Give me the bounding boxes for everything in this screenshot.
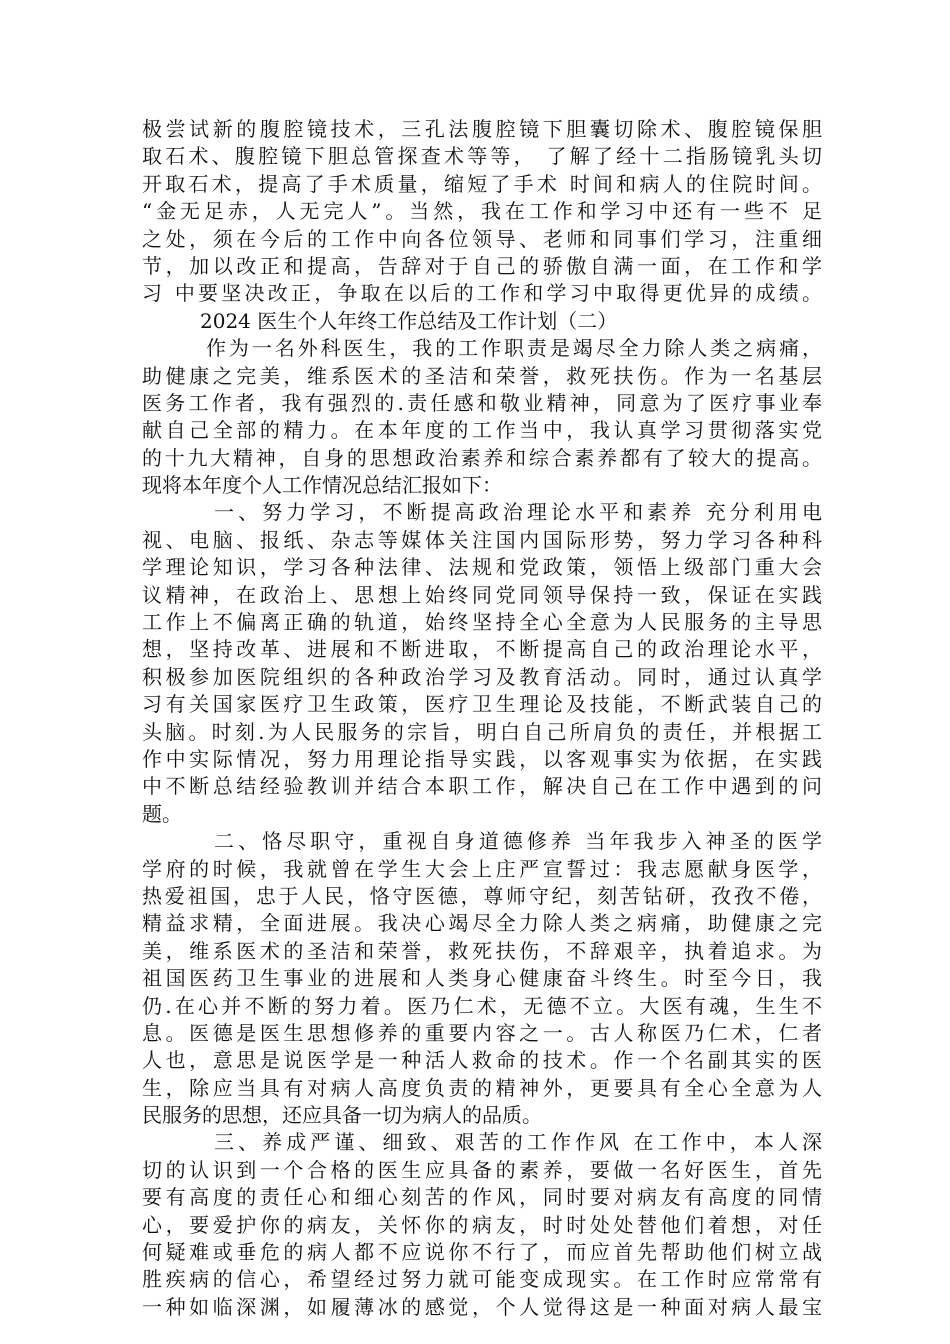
paragraph-section-1 xyxy=(142,499,822,828)
text-line: 的十九大精神，自身的思想政治素养和综合素养都有了较大的提高。 xyxy=(142,445,822,470)
text-line: 习 中要坚决改正，争取在以后的工作和学习中取得更优异的成绩。 xyxy=(142,281,822,306)
text-line: 之处，须在今后的工作中向各位领导、老师和同事们学习，注重细 xyxy=(142,226,822,251)
text-line: 仍.在心并不断的努力着。医乃仁术，无德不立。大医有魂，生生不 xyxy=(142,993,822,1018)
text-line: 现将本年度个人工作情况总结汇报如下： xyxy=(142,473,502,498)
paragraph-continuation xyxy=(142,116,822,308)
text-line: 热爱祖国，忠于人民，恪守医德，尊师守纪，刻苦钻研，孜孜不倦， xyxy=(142,883,822,908)
text-line: 议精神，在政治上、思想上始终同党同领导保持一致，保证在实践 xyxy=(142,582,822,607)
text-line: 作为一名外科医生，我的工作职责是竭尽全力除人类之病痛， xyxy=(206,336,822,361)
text-line: 精益求精，全面进展。我决心竭尽全力除人类之病痛，助健康之完 xyxy=(142,911,822,936)
section-heading xyxy=(142,308,822,335)
text-line: 学府的时候，我就曾在学生大会上庄严宣誓过：我志愿献身医学， xyxy=(142,856,822,881)
text-line: 头脑。时刻.为人民服务的宗旨，明白自己所肩负的责任，并根据工 xyxy=(142,719,822,744)
text-line: 积极参加医院组织的各种政治学习及教育活动。同时，通过认真学 xyxy=(142,664,822,689)
text-line: 民服务的思想，还应具备一切为病人的品质。 xyxy=(142,1103,542,1128)
text-line: 中不断总结经验教训并结合本职工作，解决自己在工作中遇到的问 xyxy=(142,774,822,799)
text-line: 学理论知识，学习各种法律、法规和党政策，领悟上级部门重大会 xyxy=(142,555,822,580)
paragraph-section-2 xyxy=(142,828,822,1129)
text-line: 心，要爱护你的病友，关怀你的病友，时时处处替他们着想，对任 xyxy=(142,1212,822,1237)
text-line: 作中实际情况，努力用理论指导实践，以客观事实为依据，在实践 xyxy=(142,746,822,771)
text-line: 人也，意思是说医学是一种活人救命的技术。作一个名副其实的医 xyxy=(142,1048,822,1073)
text-line: 二、恪尽职守，重视自身道德修养 当年我步入神圣的医学 xyxy=(214,829,822,854)
text-line: 医务工作者，我有强烈的.责任感和敬业精神，同意为了医疗事业奉 xyxy=(142,390,822,415)
text-line: 美，维系医术的圣洁和荣誉，救死扶伤，不辞艰辛，执着追求。为 xyxy=(142,938,822,963)
document-page xyxy=(142,116,822,1321)
text-line: 三、养成严谨、细致、艰苦的工作作风 在工作中，本人深 xyxy=(214,1130,822,1155)
text-line: 助健康之完美，维系医术的圣洁和荣誉，救死扶伤。作为一名基层 xyxy=(142,363,822,388)
text-line: “金无足赤，人无完人”。当然，我在工作和学习中还有一些不 足 xyxy=(142,199,822,224)
text-line: 极尝试新的腹腔镜技术，三孔法腹腔镜下胆囊切除术、腹腔镜保胆 xyxy=(142,117,822,141)
text-line: 视、电脑、报纸、杂志等媒体关注国内国际形势，努力学习各种科 xyxy=(142,527,822,552)
text-line: 要有高度的责任心和细心刻苦的作风，同时要对病友有高度的同情 xyxy=(142,1185,822,1210)
text-line: 何疑难或垂危的病人都不应说你不行了，而应首先帮助他们树立战 xyxy=(142,1240,822,1265)
text-line: 节，加以改正和提高，告辞对于自己的骄傲自满一面，在工作和学 xyxy=(142,253,822,278)
text-line: 开取石术，提高了手术质量，缩短了手术 时间和病人的住院时间。 xyxy=(142,171,822,196)
text-line: 一种如临深渊，如履薄冰的感觉，个人觉得这是一种面对病人最宝 xyxy=(142,1294,822,1319)
text-line: 胜疾病的信心，希望经过努力就可能变成现实。在工作时应常常有 xyxy=(142,1267,822,1292)
text-line: 取石术、腹腔镜下胆总管探查术等等， 了解了经十二指肠镜乳头切 xyxy=(142,144,822,169)
text-line: 息。医德是医生思想修养的重要内容之一。古人称医乃仁术，仁者 xyxy=(142,1020,822,1045)
paragraph-section-3 xyxy=(142,1129,822,1321)
text-line: 切的认识到一个合格的医生应具备的素养，要做一名好医生，首先 xyxy=(142,1157,822,1182)
heading-line: 2024 医生个人年终工作总结及工作计划（二） xyxy=(200,308,618,333)
text-line: 工作上不偏离正确的轨道，始终坚持全心全意为人民服务的主导思 xyxy=(142,610,822,635)
text-line: 一、努力学习，不断提高政治理论水平和素养 充分利用电 xyxy=(214,500,822,525)
text-line: 献自己全部的精力。在本年度的工作当中，我认真学习贯彻落实党 xyxy=(142,418,822,443)
text-line: 习有关国家医疗卫生政策，医疗卫生理论及技能，不断武装自己的 xyxy=(142,692,822,717)
text-line: 生，除应当具有对病人高度负责的精神外，更要具有全心全意为人 xyxy=(142,1075,822,1100)
text-line: 祖国医药卫生事业的进展和人类身心健康奋斗终生。时至今日，我 xyxy=(142,966,822,991)
paragraph-intro xyxy=(142,335,822,499)
text-line: 题。 xyxy=(142,801,182,826)
text-line: 想，坚持改革、进展和不断进取，不断提高自己的政治理论水平， xyxy=(142,637,822,662)
